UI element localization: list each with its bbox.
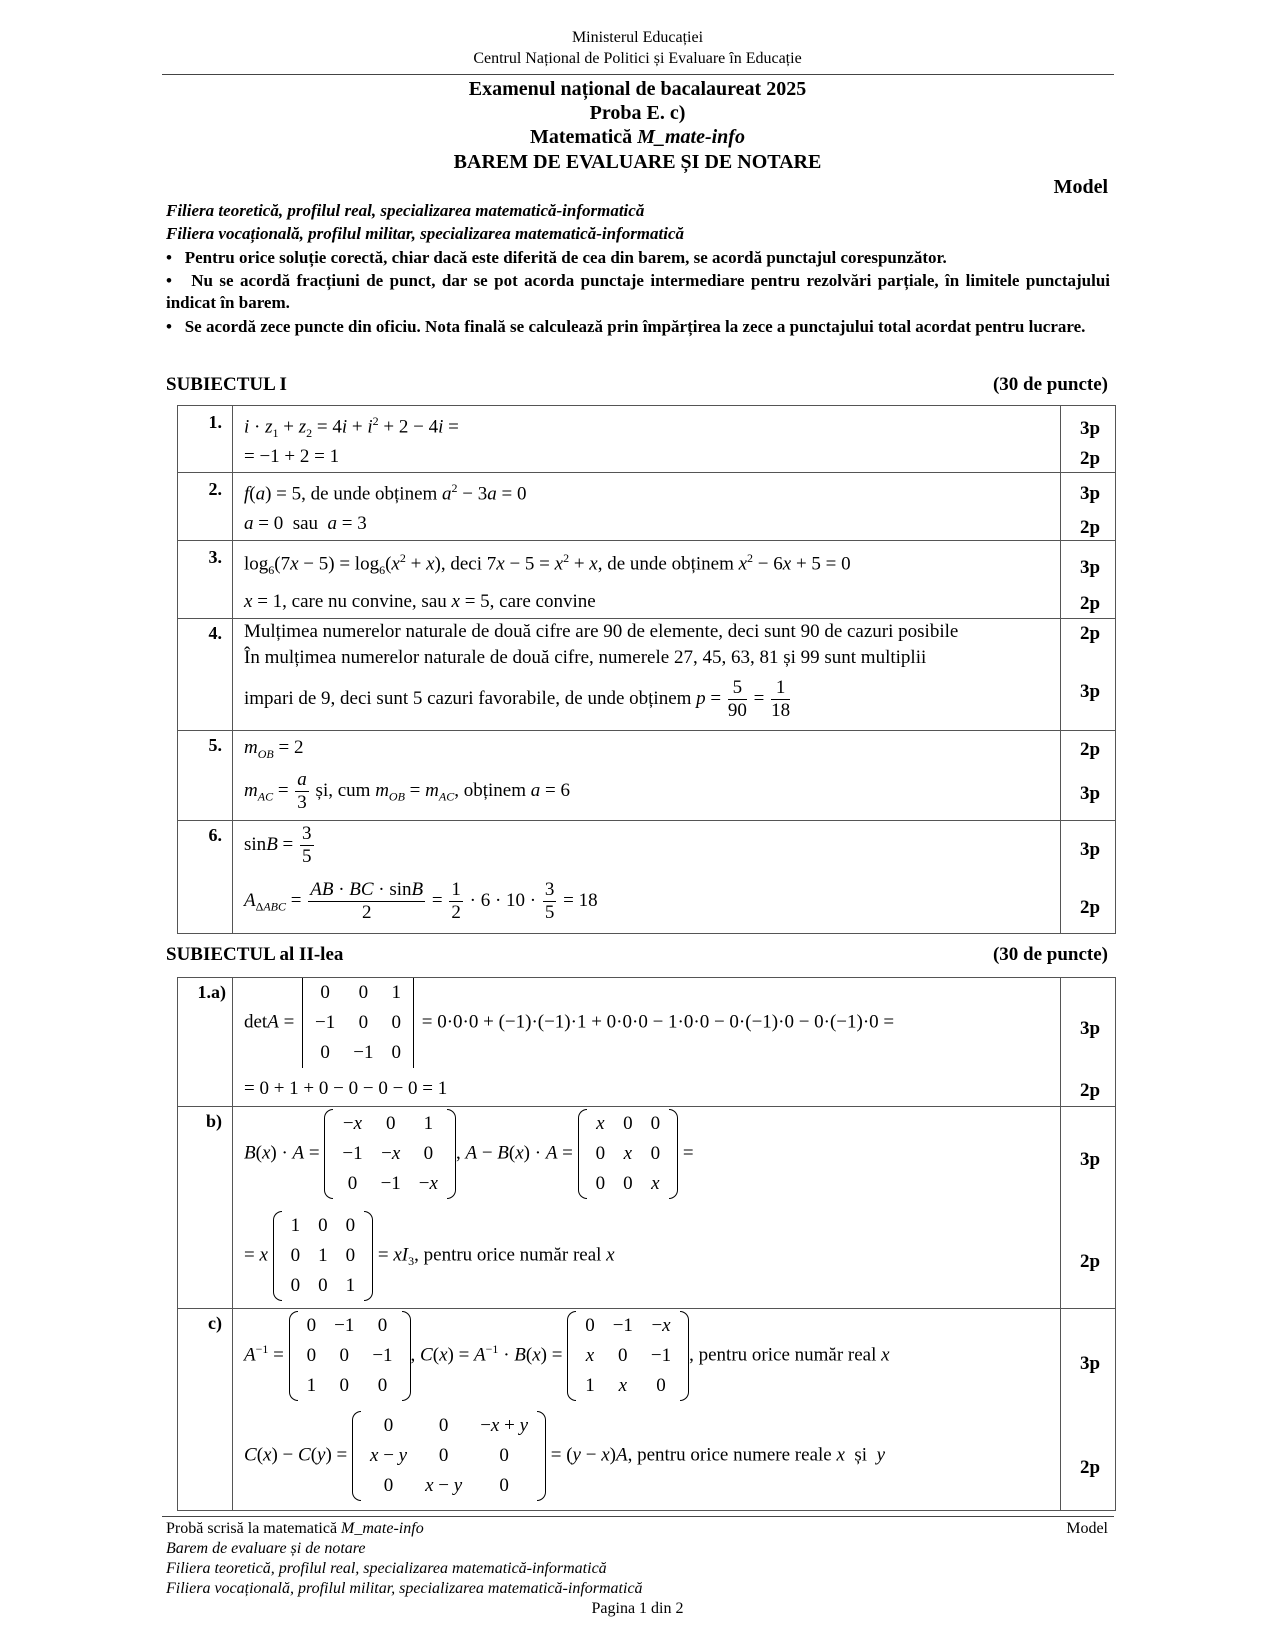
determinant: 0 0 1 −1 0 0 0 −1 0	[299, 978, 417, 1068]
table-row	[178, 820, 1115, 934]
header-rule	[162, 74, 1114, 75]
score: 3p	[1080, 1353, 1101, 1374]
item-number: 6.	[208, 825, 222, 845]
solution-line: = 0 + 1 + 0 − 0 − 0 − 0 = 1	[244, 1078, 448, 1099]
solution-line: x = 1, care nu convine, sau x = 5, care convine	[244, 591, 596, 612]
item-number: 2.	[208, 479, 222, 499]
instruction-1	[166, 247, 1110, 269]
proba-title: Proba E. c)	[589, 102, 686, 124]
subject1-points: (30 de puncte)	[992, 374, 1108, 395]
subject1-title: SUBIECTUL I	[166, 374, 287, 395]
score: 2p	[1080, 517, 1101, 538]
text: sau	[292, 513, 319, 534]
instruction-1-text: Pentru orice soluție corectă, chiar dacă este diferită de cea din barem, se acordă punctajul corespunzător.	[184, 248, 947, 267]
text: , care nu convine, sau	[282, 591, 447, 612]
score: 2p	[1080, 1080, 1101, 1101]
table-row	[178, 1106, 1115, 1308]
inverse-matrix: 0 −1 0 0 0 −1 1 0 0	[289, 1311, 411, 1401]
subject2-table	[177, 977, 1116, 1511]
footer-line-4: Filiera vocațională, profilul militar, specializarea matematică-informatică	[166, 1580, 643, 1597]
item-number: b)	[205, 1111, 222, 1131]
footer-italic: M_mate-info	[341, 1520, 424, 1537]
subject-title	[0, 126, 1275, 148]
solution-line: = x 1 0 0 0 1 0 0 0 1 = $xI_3$, pentru orice număr real x	[244, 1211, 615, 1301]
score: 3p	[1080, 681, 1101, 702]
solution-line: $A^{-1}$ = 0 −1 0 0 0 −1 1 0 0 , $C(x) = A^{-1} \cdot B(x)$ = 0 −1 −x x 0 −1 1 x 0 , pentru orice număr real x	[244, 1311, 890, 1401]
item-number: 5.	[208, 735, 222, 755]
solution-line: În mulțimea numerelor naturale de două cifre, numerele 27, 45, 63, 81 și 99 sunt multiplii	[244, 647, 927, 668]
table-row	[178, 730, 1115, 820]
bullet-icon: •	[166, 317, 172, 336]
footer-line-1	[166, 1519, 424, 1538]
score: 2p	[1080, 623, 1101, 644]
score: 3p	[1080, 483, 1101, 504]
table-row	[178, 1308, 1115, 1511]
matrix: −x 0 1 −1 −x 0 0 −1 −x	[324, 1109, 456, 1199]
instruction-3	[166, 316, 1110, 338]
text: , obținem	[454, 779, 526, 801]
score: 3p	[1080, 557, 1101, 578]
instruction-2-text: Nu se acordă fracțiuni de punct, dar se pot acorda punctaje intermediare pentru rezolvări parțiale, în limitele punctajului indicat în barem.	[166, 271, 1111, 312]
footer-rule	[162, 1516, 1114, 1517]
filiera-vocationala: Filiera vocațională, profilul militar, specializarea matematică-informatică	[166, 224, 685, 243]
footer-text: Probă scrisă la matematică	[166, 1520, 338, 1537]
text: , pentru orice numere reale	[627, 1444, 832, 1466]
footer-line-2: Barem de evaluare și de notare	[166, 1540, 366, 1557]
text: , pentru orice număr real	[414, 1244, 602, 1266]
footer-model: Model	[1066, 1520, 1108, 1537]
text: , pentru orice număr real	[689, 1344, 877, 1366]
score: 3p	[1080, 1018, 1101, 1039]
solution-line: sinB = $\frac{3}{5}$	[244, 823, 312, 867]
matrix: 0 0 −x + y x − y 0 0 0 x − y 0	[352, 1411, 546, 1501]
subject-prefix: Matematică	[530, 126, 633, 148]
score: 3p	[1080, 418, 1101, 439]
solution-line: Mulțimea numerelor naturale de două cifre are 90 de elemente, deci sunt 90 de cazuri posibile	[244, 621, 959, 642]
item-number: 4.	[208, 623, 222, 643]
text: și	[854, 1444, 868, 1466]
score: 2p	[1080, 593, 1101, 614]
table-row	[178, 618, 1115, 730]
solution-line: $m_{AC}$ = $\frac{a}{3}$ și, cum $m_{OB} = m_{AC}$, obținem a = 6	[244, 769, 570, 813]
text: , de unde obținem	[597, 553, 734, 575]
table-row	[178, 978, 1115, 1106]
score: 3p	[1080, 1149, 1101, 1170]
score: 2p	[1080, 739, 1101, 760]
item-number: 1.	[208, 412, 222, 432]
identity-matrix: 1 0 0 0 1 0 0 0 1	[273, 1211, 374, 1301]
item-number: 3.	[208, 547, 222, 567]
solution-line: a = 0 sau a = 3	[244, 513, 367, 534]
score: 2p	[1080, 1251, 1101, 1272]
ministry-name: Ministerul Educației	[571, 29, 704, 46]
matrix: x 0 0 0 x 0 0 0 x	[578, 1109, 679, 1199]
model-label: Model	[1053, 176, 1108, 198]
solution-line: $i \cdot z_1 + z_2 = 4i + i^2 + 2 - 4i$ =	[244, 414, 459, 441]
bullet-icon: •	[166, 271, 172, 290]
text: impari de 9, deci sunt 5 cazuri favorabile, de unde obținem	[244, 687, 692, 709]
text: , deci	[440, 553, 482, 575]
score: 2p	[1080, 1457, 1101, 1478]
footer-line-3: Filiera teoretică, profilul real, specializarea matematică-informatică	[166, 1560, 607, 1577]
solution-line: detA = 0 0 1 −1 0 0 0 −1 0 = 0·0·0 + (−1)·(−1)·1 + 0·0·0 − 1·0·0 − 0·(−1)·0 − 0·(−1)·0 =	[244, 978, 894, 1068]
matrix: 0 −1 −x x 0 −1 1 x 0	[567, 1311, 689, 1401]
instruction-2	[166, 270, 1110, 314]
center-name: Centrul Național de Politici și Evaluare în Educație	[473, 50, 802, 67]
bullet-icon: •	[166, 248, 172, 267]
solution-line: $m_{OB} = 2$	[244, 737, 304, 761]
subject1-table	[177, 405, 1116, 934]
solution-line: f(a) = 5, de unde obținem $a^2 - 3a = 0$	[244, 481, 527, 505]
table-row	[178, 472, 1115, 540]
text: , de unde obținem	[301, 483, 438, 505]
instruction-3-text: Se acordă zece puncte din oficiu. Nota finală se calculează prin împărțirea la zece a punctajului total acordat pentru lucrare.	[184, 317, 1086, 336]
score: 2p	[1080, 897, 1101, 918]
exam-title: Examenul național de bacalaureat 2025	[468, 78, 807, 100]
filiera-teoretica: Filiera teoretică, profilul real, specializarea matematică-informatică	[166, 201, 645, 220]
score: 3p	[1080, 783, 1101, 804]
solution-line: $A_{\Delta ABC}$ = $\frac{AB \cdot BC \cdot \sin B}{2}$ = $\frac{1}{2}$ · 6 · 10 · $\frac{3}{5}$ = 18	[244, 879, 598, 923]
page-number: Pagina 1 din 2	[591, 1600, 684, 1617]
solution-line: B(x) · A = −x 0 1 −1 −x 0 0 −1 −x , A − B(x) · A = x 0 0 0 x 0 0 0 x =	[244, 1109, 694, 1199]
item-number: 1.a)	[197, 982, 226, 1002]
score: 3p	[1080, 839, 1101, 860]
table-row	[178, 540, 1115, 618]
solution-line: $\log_6(7x - 5) = \log_6(x^2 + x)$, deci $7x - 5 = x^2 + x$, de unde obținem $x^2 - 6x + 5 = 0$	[244, 551, 851, 578]
solution-line: impari de 9, deci sunt 5 cazuri favorabile, de unde obținem p = $\frac{5}{90}$ = $\frac{1}{18}$	[244, 677, 791, 721]
solution-line: C(x) − C(y) = 0 0 −x + y x − y 0 0 0 x − y 0 = (y − x)A, pentru orice numere reale x și y	[244, 1411, 885, 1501]
solution-line: = −1 + 2 = 1	[244, 446, 340, 467]
subject2-points: (30 de puncte)	[992, 944, 1108, 965]
table-row	[178, 406, 1115, 472]
text: și, cum	[315, 779, 371, 801]
subject2-title: SUBIECTUL al II-lea	[166, 944, 344, 965]
subject-italic: M_mate-info	[637, 126, 745, 148]
text: , care convine	[489, 591, 596, 612]
score: 2p	[1080, 448, 1101, 469]
barem-title: BAREM DE EVALUARE ȘI DE NOTARE	[453, 151, 822, 173]
item-number: c)	[208, 1313, 222, 1333]
